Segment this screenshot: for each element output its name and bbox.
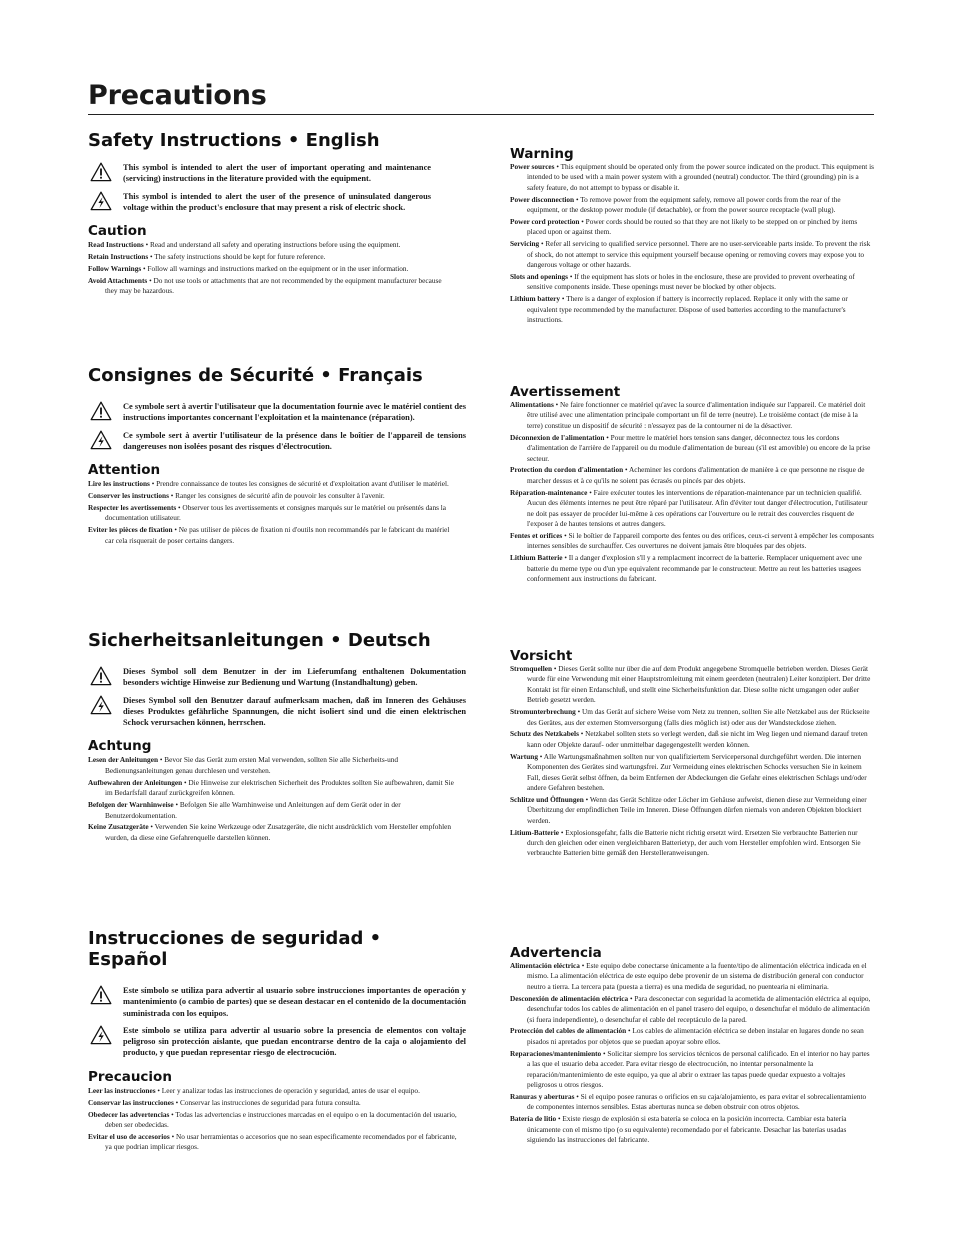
french-symbol-1 <box>88 401 466 424</box>
attention-heading: Attention <box>88 462 161 479</box>
item-text: To remove power from the equipment safely, remove all power cords from the rear of the equipment, or the desktop power module (if detachable), or from the power source receptacle (wall plug). <box>527 194 841 215</box>
item-text: Faire exécuter toutes les interventions de réparation-maintenance par un technicien qualifié. Aucun des éléments internes ne peut être réparé par l'utilisateur. Afin d'éviter tout danger d'électrocution, l'utilisateur ne doit pas essayer de procéder lui-même à ces opérations car l'ouverture ou le retrait des couvercles risquent de l'exposer à de hautes tensions et autres dangers. <box>527 487 868 528</box>
precaucion-list <box>88 1086 458 1153</box>
german-symbol-2-text: Dieses Symbol soll den Benutzer darauf aufmerksam machen, daß im Inneren des Gehäuses dieses Produktes gefährliche Spannungen, die nicht isoliert sind und die einen elektrischen Schock verursachen können, herrschen. <box>123 695 466 728</box>
english-symbol-1-text: This symbol is intended to alert the user of important operating and maintenance (servicing) instructions in the literature provided with the equipment. <box>123 163 431 184</box>
warning-list <box>510 162 874 326</box>
advertencia-heading: Advertencia <box>510 945 602 961</box>
item-term: Réparation-maintenance <box>510 487 588 497</box>
list-item: Stromunterbrechung • Um das Gerät auf sichere Weise vom Netz zu trennen, sollten Sie alle Netzkabel aus der Rückseite des Gerätes, aus der externen Stomversorgung (falls dies möglich ist) oder aus der Wandsteckdose ziehen. <box>510 707 870 727</box>
item-text: Do not use tools or attachments that are not recommended by the equipment manufacturer because they may be hazardous. <box>105 275 442 296</box>
item-text: Leer y analizar todas las instrucciones de operación y seguridad, antes de usar el equipo. <box>161 1085 420 1095</box>
item-term: Obedecer las advertencias <box>88 1109 170 1119</box>
french-avertissement-section <box>510 384 874 586</box>
item-text: Este equipo debe conectarse únicamente a la fuente/tipo de alimentación eléctrica indicada en el mismo. La alimentación eléctrica de este equipo debe provenir de un sistema de distribución general con conductor neutro a tierra. La tercera pata (puesta a tierra) es una medida de seguridad, no puentearia ni eliminaria. <box>527 961 867 991</box>
item-term: Wartung <box>510 751 538 761</box>
list-item: Servicing • Refer all servicing to qualified service personnel. There are no user-serviceable parts inside. To prevent the risk of shock, do not attempt to service this equipment yourself because opening or removing covers may expose you to dangerous voltage or other hazards. <box>510 239 871 270</box>
exclamation-triangle-icon <box>90 985 112 1005</box>
item-term: Read Instructions <box>88 240 144 250</box>
german-heading: Sicherheitsanleitungen • Deutsch <box>88 630 431 651</box>
spanish-symbol-2 <box>88 1025 466 1059</box>
item-term: Avoid Attachments <box>88 275 148 285</box>
item-text: This equipment should be operated only from the power source indicated on the product. This equipment is intended to be used with a main power system with a grounded (neutral) conductor. The third (grounding) pin is a safety feature, do not attempt to bypass or disable it. <box>527 162 874 192</box>
list-item: Alimentations • Ne faire fonctionner ce matériel qu'avec la source d'alimentation indiquée sur l'appareil. Ce matériel doit être utilisé avec une alimentation principale comportant un fil de terre (neutre). Le troisième contact (de mise à la terre) constitue un dispositif de sécurité : n'essayez pas de la contourner ni de la désactiver. <box>510 400 866 430</box>
title-rule <box>88 114 874 115</box>
list-item: Réparation-maintenance • Faire exécuter toutes les interventions de réparation-maintenance par un technicien qualifié. Aucun des éléments internes ne peut être réparé par l'utilisateur. Afin d'éviter tout danger d'électrocution, l'utilisateur ne doit pas essayer de procéder lui-même à ces opérations car l'ouverture ou le retrait des couvercles risquent de l'exposer à de hautes tensions et autres dangers. <box>510 487 868 528</box>
list-item: Read Instructions • Read and understand all safety and operating instructions before using the equipment. <box>88 240 401 250</box>
item-term: Litium-Batterie <box>510 827 560 837</box>
german-symbol-1-text: Dieses Symbol soll dem Benutzer in der im Lieferumfang enthaltenen Dokumentation besonders wichtige Hinweise zur Bedienung und Wartung (Instandhaltung) geben. <box>123 667 466 688</box>
list-item: Slots and openings • If the equipment has slots or holes in the enclosure, these are provided to prevent overheating of sensitive components inside. These openings must never be blocked by other objects. <box>510 272 855 292</box>
list-item: Déconnexion de l'alimentation • Pour mettre le matériel hors tension sans danger, déconnectez tous les cordons d'alimentation de l'arrière de l'appareil ou du module d'alimentation de bureau (s'il est amovible) ou encore de la prise secteur. <box>510 432 871 463</box>
achtung-heading: Achtung <box>88 738 152 755</box>
spanish-symbol-1-text: Este símbolo se utiliza para advertir al usuario sobre instrucciones importantes de operación y mantenimiento (o cambio de partes) que se desean destacar en el contenido de la documentación suministrada con los equipos. <box>123 986 466 1018</box>
exclamation-triangle-icon <box>90 162 112 182</box>
avertissement-heading: Avertissement <box>510 384 621 400</box>
item-text: Power cords should be routed so that they are not likely to be stepped on or pinched by items placed upon or against them. <box>527 217 858 237</box>
english-safety-section <box>88 130 466 298</box>
item-text: Um das Gerät auf sichere Weise vom Netz zu trennen, sollten Sie alle Netzkabel aus der Rückseite des Gerätes, aus der externen Stomversorgung (falls dies möglich ist) oder aus der Wandsteckdose ziehen. <box>527 707 870 727</box>
item-text: Verwenden Sie keine Werkzeuge oder Zusatzgeräte, die nicht ausdrücklich vom Hersteller empfohlen wurden, da diese eine Gefahrenquelle darstellen können. <box>105 822 451 842</box>
spanish-symbol-2-text: Este símbolo se utiliza para advertir al usuario sobre la presencia de elementos con voltaje peligroso sin protección aislante, que puedan encontrarse dentro de la caja o alojamiento del producto, y que puedan representar riesgo de electrocución. <box>123 1025 466 1058</box>
list-item: Schutz des Netzkabels • Netzkabel sollten stets so verlegt werden, daß sie nicht im Weg liegen und niemand darauf treten kann oder Objekte darauf- oder unmittelbar dagegengestellt werden können. <box>510 729 868 749</box>
avertissement-list <box>510 400 874 584</box>
item-text: Pour mettre le matériel hors tension sans danger, déconnectez tous les cordons d'alimentation de l'arrière de l'appareil ou du module d'alimentation de bureau (s'il est amovible) ou encore de la prise secteur. <box>527 432 871 463</box>
list-item: Ranuras y aberturas • Si el equipo posee ranuras o orificios en su caja/alojamiento, es para evitar el sobrecalientamiento de componentes internos sensibles. Estas aberturas nunca se deben obstruir con otros objetos. <box>510 1091 867 1112</box>
item-text: Il a danger d'explosion s'll y a remplacment incorrect de la batterie. Remplacer uniquement avec une batterie du meme type ou d'un ype equivalent recommande par le constructeur. Mettre au reut les batteries usagees conformement aux instructions du fabricant. <box>527 553 862 583</box>
list-item: Fentes et orifices • Si le boîtier de l'appareil comporte des fentes ou des orifices, ceux-ci servent à empêcher les composants internes sensibles de surchauffer. Ces ouvertures ne doivent jamais être bloquées par des objets. <box>510 530 874 551</box>
item-text: Follow all warnings and instructions marked on the equipment or in the user information. <box>147 264 409 273</box>
item-text: Los cables de alimentación eléctrica se deben instalar en lugares donde no sean pisados ni apretados por objetos que se puedan apoyar sobre ellos. <box>527 1026 864 1046</box>
list-item: Retain Instructions • The safety instructions should be kept for future reference. <box>88 252 326 262</box>
item-term: Lithium Batterie <box>510 553 563 563</box>
item-term: Fentes et orifices <box>510 530 563 540</box>
item-text: The safety instructions should be kept for future reference. <box>154 252 326 262</box>
item-text: Dieses Gerät sollte nur über die auf dem Produkt angegebene Stromquelle betrieben werden. Dieses Gerät wurde für eine Verwendung mit einer Hauptstromleitung mit einem geerdeten (neutralen) Leiter konzipiert. Der dritte Kontakt ist für einen Erdanschluß, und stellt eine Sicherheitsfunktion dar. Diese sollte nicht umgangen oder außer Betrieb gesetzt werden. <box>527 664 871 705</box>
item-term: Desconexión de alimentación eléctrica <box>510 993 629 1003</box>
item-term: Schutz des Netzkabels <box>510 729 579 739</box>
list-item: Lire les instructions • Prendre connaissance de toutes les consignes de sécurité et d'exploitation avant d'utiliser le matériel. <box>88 479 449 489</box>
list-item: Follow Warnings • Follow all warnings and instructions marked on the equipment or in the user information. <box>88 264 409 273</box>
item-text: Prendre connaissance de toutes les consignes de sécurité et d'exploitation avant d'utiliser le matériel. <box>156 479 449 489</box>
french-symbol-2 <box>88 430 466 453</box>
list-item: Eviter les pièces de fixation • Ne pas utiliser de pièces de fixation ni d'outils non recommandés par le fabricant du matériel car cela risquerait de poser certains dangers. <box>88 525 450 545</box>
item-term: Schlitze und Öffnungen <box>510 794 584 804</box>
list-item: Conservar las instrucciones • Conservar las instrucciones de seguridad para futura consulta. <box>88 1097 361 1107</box>
item-term: Leer las instrucciones <box>88 1085 156 1095</box>
item-term: Lire les instructions <box>88 479 150 489</box>
german-safety-section <box>88 630 466 845</box>
list-item: Keine Zusatzgeräte • Verwenden Sie keine Werkzeuge oder Zusatzgeräte, die nicht ausdrücklich vom Hersteller empfohlen wurden, da diese eine Gefahrenquelle darstellen können. <box>88 822 451 842</box>
item-term: Stromquellen <box>510 664 553 673</box>
vorsicht-heading: Vorsicht <box>510 648 573 664</box>
item-text: Alle Wartungsmaßnahmen sollten nur von qualifiziertem Servicepersonal durchgeführt werden. Die internen Komponenten des Gerätes sind wartungsfrei. Zur Vermeidung eines elektrischen Schocks versuchen Sie in keinem Fall, dieses Gerät selbst öffnen, da beim Entfernen der Abdeckungen die Gefahr eines elektrischen Schlags und/oder andere Gefahren bestehen. <box>527 751 867 792</box>
list-item: Wartung • Alle Wartungsmaßnahmen sollten nur von qualifiziertem Servicepersonal durchgeführt werden. Die internen Komponenten des Gerätes sind wartungsfrei. Zur Vermeidung eines elektrischen Schocks versuchen Sie in keinem Fall, dieses Gerät selbst öffnen, da beim Entfernen der Abdeckungen die Gefahr eines elektrischen Schlags und/oder andere Gefahren bestehen. <box>510 751 867 792</box>
list-item: Leer las instrucciones • Leer y analizar todas las instrucciones de operación y seguridad, antes de usar el equipo. <box>88 1085 420 1095</box>
item-text: Conservar las instrucciones de seguridad para futura consulta. <box>180 1097 361 1107</box>
list-item: Litium-Batterie • Explosionsgefahr, falls die Batterie nicht richtig ersetzt wird. Ersetzen Sie verbrauchte Batterien nur durch den gleichen oder einen vergleichbaren Batterietyp, der auch vom Hersteller empfohlen wird. Entsorgen Sie verbrauchte Batterien bitte gemäß den Herstelleranweisungen. <box>510 827 861 858</box>
achtung-list <box>88 755 458 843</box>
item-term: Conservar las instrucciones <box>88 1097 174 1107</box>
list-item: Protection du cordon d'alimentation • Acheminer les cordons d'alimentation de manière à ce que personne ne risque de marcher dessus et à ce qu'ils ne soient pas écrasés ou pincés par des objets. <box>510 465 865 485</box>
list-item: Avoid Attachments • Do not use tools or attachments that are not recommended by the equipment manufacturer because they may be hazardous. <box>88 275 442 296</box>
item-term: Power sources <box>510 162 555 171</box>
item-text: Wenn das Gerät Schlitze oder Löcher im Gehäuse aufweist, dienen diese zur Vermeidung einer Überhitzung der empfindlichen Teile im Inneren. Diese Öffnungen dürfen niemals von anderen Objekten blockiert werden. <box>527 794 867 825</box>
list-item: Lithium Batterie • Il a danger d'explosion s'll y a remplacment incorrect de la batterie. Remplacer uniquement avec une batterie du meme type ou d'un ype equivalent recommande par le constructeur. Mettre au reut les batteries usagees conformement aux instructions du fabricant. <box>510 553 862 583</box>
item-text: Existe riesgo de explosión si esta batería se coloca en la posición incorrecta. Cambiar esta batería únicamente con el mismo tipo (o su equivalente) recomendado por el fabricante. Desachar las baterías usadas siguiendo las instrucciones del fabricante. <box>527 1114 847 1144</box>
item-term: Servicing <box>510 239 540 249</box>
item-term: Ranuras y aberturas <box>510 1091 575 1101</box>
list-item: Power cord protection • Power cords should be routed so that they are not likely to be stepped on or pinched by items placed upon or against them. <box>510 217 858 237</box>
item-text: Refer all servicing to qualified service personnel. There are no user-serviceable parts inside. To prevent the risk of shock, do not attempt to service this equipment yourself because opening or removing covers may expose you to dangerous voltage or other hazards. <box>527 239 871 270</box>
list-item: Protección del cables de alimentación • Los cables de alimentación eléctrica se deben instalar en lugares donde no sean pisados ni apretados por objetos que se puedan apoyar sobre ellos. <box>510 1026 864 1046</box>
german-symbol-1 <box>88 666 466 689</box>
item-text: Si le boîtier de l'appareil comporte des fentes ou des orifices, ceux-ci servent à empêcher les composants internes sensibles de surchauffer. Ces ouvertures ne doivent jamais être bloquées par des objets. <box>527 530 874 551</box>
list-item: Respecter les avertissements • Observer tous les avertissements et consignes marqués sur le matériel ou présentés dans la documentation utilisateur. <box>88 503 447 523</box>
item-term: Respecter les avertissements <box>88 503 177 512</box>
item-text: No usar herramientas o accesorios que no sean especificamente recomendados por el fabricante, ya que podrian implicar riesgos. <box>105 1131 457 1152</box>
precaucion-heading: Precaucion <box>88 1068 172 1085</box>
item-text: There is a danger of explosion if battery is incorrectly replaced. Replace it only with the same or equivalent type recommended by the manufacturer. Dispose of used batteries according to the manufacturer's instructions. <box>527 294 848 325</box>
exclamation-triangle-icon <box>90 666 112 686</box>
german-symbol-2 <box>88 695 466 729</box>
item-text: Read and understand all safety and operating instructions before using the equipment. <box>149 240 401 250</box>
list-item: Conserver les instructions • Ranger les consignes de sécurité afin de pouvoir les consulter à l'avenir. <box>88 491 385 501</box>
item-text: Ne faire fonctionner ce matériel qu'avec la source d'alimentation indiquée sur l'appareil. Ce matériel doit être utilisé avec une alimentation principale comportant un fil de terre (neutre). Le troisième contact (de mise à la terre) constitue un dispositif de sécurité : n'essayez pas de la contourner ni de la désactiver. <box>527 400 866 430</box>
item-text: Befolgen Sie alle Warnhinweise und Anleitungen auf dem Gerät oder in der Benutzerdokumentation. <box>105 800 401 820</box>
item-term: Evitar el uso de accesorios <box>88 1131 170 1141</box>
item-term: Conserver les instructions <box>88 491 169 501</box>
item-term: Lesen der Anleitungen <box>88 755 159 765</box>
lightning-triangle-icon <box>90 1025 112 1045</box>
lightning-triangle-icon <box>90 695 112 715</box>
caution-heading: Caution <box>88 223 147 240</box>
list-item: Lithium battery • There is a danger of explosion if battery is incorrectly replaced. Replace it only with the same or equivalent type recommended by the manufacturer. Dispose of used batteries according to the manufacturer's instructions. <box>510 294 848 325</box>
list-item: Lesen der Anleitungen • Bevor Sie das Gerät zum ersten Mal verwenden, sollten Sie alle Sicherheits-und Bedienungsanleitungen genau durchlesen und verstehen. <box>88 755 399 775</box>
item-term: Slots and openings <box>510 272 568 282</box>
list-item: Stromquellen • Dieses Gerät sollte nur über die auf dem Produkt angegebene Stromquelle betrieben werden. Dieses Gerät wurde für eine Verwendung mit einer Hauptstromleitung mit einem geerdeten (neutralen) Leiter konzipiert. Der dritte Kontakt ist für einen Erdanschluß, und stellt eine Sicherheitsfunktion dar. Diese sollte nicht umgangen oder außer Betrieb gesetzt werden. <box>510 664 871 705</box>
french-symbol-2-text: Ce symbole sert à avertir l'utilisateur de la présence dans le boîtier de l'appareil de tensions dangereuses non isolées posant des risques d'électrocution. <box>123 430 466 451</box>
spanish-advertencia-section <box>510 945 874 1147</box>
item-text: Explosionsgefahr, falls die Batterie nicht richtig ersetzt wird. Ersetzen Sie verbrauchte Batterien nur durch den gleichen oder einen vergleichbaren Batterietyp, der auch vom Hersteller empfohlen wird. Entsorgen Sie verbrauchte Batterien bitte gemäß den Herstelleranweisungen. <box>527 827 861 858</box>
list-item: Schlitze und Öffnungen • Wenn das Gerät Schlitze oder Löcher im Gehäuse aufweist, dienen diese zur Vermeidung einer Überhitzung der empfindlichen Teile im Inneren. Diese Öffnungen dürfen niemals von anderen Objekten blockiert werden. <box>510 794 867 825</box>
page-title: Precautions <box>88 80 267 111</box>
advertencia-list <box>510 961 874 1145</box>
english-symbol-1 <box>88 162 431 185</box>
warning-heading: Warning <box>510 146 574 162</box>
item-term: Follow Warnings <box>88 264 142 273</box>
german-vorsicht-section <box>510 648 874 860</box>
lightning-triangle-icon <box>90 191 112 211</box>
attention-list <box>88 479 458 546</box>
item-term: Power cord protection <box>510 217 580 227</box>
item-term: Keine Zusatzgeräte <box>88 822 149 832</box>
item-term: Eviter les pièces de fixation <box>88 525 173 535</box>
item-term: Protección del cables de alimentación <box>510 1026 627 1036</box>
list-item: Desconexión de alimentación eléctrica • Para desconectar con seguridad la acometida de alimentación eléctrica al equipo, desenchufar todos los cables de alimentación en el panel trasero del equipo, o desenchufar el módulo de alimentación (si fuera independiente), o desenchufar el cable del receptáculo de la pared. <box>510 993 871 1024</box>
english-symbol-2 <box>88 191 431 214</box>
spanish-symbol-1 <box>88 985 466 1019</box>
item-text: Netzkabel sollten stets so verlegt werden, daß sie nicht im Weg liegen und niemand darauf treten kann oder Objekte darauf- oder unmittelbar dagegengestellt werden können. <box>527 729 868 749</box>
item-text: Si el equipo posee ranuras o orificios en su caja/alojamiento, es para evitar el sobrecalientamiento de componentes internos sensibles. Estas aberturas nunca se deben obstruir con otros objetos. <box>527 1091 867 1112</box>
spanish-safety-section <box>88 928 466 1154</box>
list-item: Obedecer las advertencias • Todas las advertencias e instrucciones marcadas en el equipo o en la documentación del usuario, deben ser obedecidas. <box>88 1109 457 1129</box>
list-item: Batería de litio • Existe riesgo de explosión si esta batería se coloca en la posición incorrecta. Cambiar esta batería únicamente con el mismo tipo (o su equivalente) recomendado por el fabricante. Desachar las baterías usadas siguiendo las instrucciones del fabricante. <box>510 1114 847 1144</box>
vorsicht-list <box>510 664 874 859</box>
item-text: Observer tous les avertissements et consignes marqués sur le matériel ou présentés dans la documentation utilisateur. <box>105 503 447 523</box>
item-term: Befolgen der Warnhinweise <box>88 800 174 810</box>
french-safety-section <box>88 365 466 548</box>
list-item: Evitar el uso de accesorios • No usar herramientas o accesorios que no sean especificamente recomendados por el fabricante, ya que podrian implicar riesgos. <box>88 1131 457 1152</box>
item-term: Reparaciones/mantenimiento <box>510 1048 602 1058</box>
item-term: Aufbewahren der Anleitungen <box>88 777 183 787</box>
item-term: Protection du cordon d'alimentation <box>510 465 624 475</box>
item-text: Ne pas utiliser de pièces de fixation ni d'outils non recommandés par le fabricant du matériel car cela risquerait de poser certains dangers. <box>105 525 450 545</box>
english-symbol-2-text: This symbol is intended to alert the user of the presence of uninsulated dangerous voltage within the product's enclosure that may present a risk of electric shock. <box>123 191 431 212</box>
item-term: Batería de litio <box>510 1114 557 1124</box>
item-text: Solicitar siempre los servicios técnicos de personal calificado. En el interior no hay partes a las que el usuario deba acceder. Para evitar riesgo de electrocución, no intentar personalmente la reparación/mantenimiento de este equipo, ya que al abrir o extraer las tapas puede quedar expuesto a voltajes peligrosos u otros riesgos. <box>527 1048 870 1089</box>
french-symbol-1-text: Ce symbole sert à avertir l'utilisateur que la documentation fournie avec le matériel contient des instructions importantes concernant l'exploitation et la maintenance (réparation). <box>123 402 467 423</box>
french-heading: Consignes de Sécurité • Français <box>88 365 423 386</box>
item-text: Todas las advertencias e instrucciones marcadas en el equipo o en la documentación del usuario, deben ser obedecidas. <box>105 1109 457 1129</box>
list-item: Aufbewahren der Anleitungen • Die Hinweise zur elektrischen Sicherheit des Produktes sollten Sie aufbewahren, damit Sie im Bedarfsfall darauf zurückgreifen können. <box>88 777 454 798</box>
item-term: Lithium battery <box>510 294 561 304</box>
list-item: Power sources • This equipment should be operated only from the power source indicated on the product. This equipment is intended to be used with a main power system with a grounded (neutral) conductor. The third (grounding) pin is a safety feature, do not attempt to bypass or disable it. <box>510 162 874 192</box>
english-warning-section <box>510 146 874 327</box>
list-item: Reparaciones/mantenimiento • Solicitar siempre los servicios técnicos de personal calificado. En el interior no hay partes a las que el usuario deba acceder. Para evitar riesgo de electrocución, no intentar personalmente la reparación/mantenimiento de este equipo, ya que al abrir o extraer las tapas puede quedar expuesto a voltajes peligrosos u otros riesgos. <box>510 1048 870 1089</box>
item-term: Retain Instructions <box>88 252 149 262</box>
list-item: Befolgen der Warnhinweise • Befolgen Sie alle Warnhinweise und Anleitungen auf dem Gerät oder in der Benutzerdokumentation. <box>88 800 401 820</box>
item-text: Die Hinweise zur elektrischen Sicherheit des Produktes sollten Sie aufbewahren, damit Sie im Bedarfsfall darauf zurückgreifen können. <box>105 777 454 798</box>
item-text: Ranger les consignes de sécurité afin de pouvoir les consulter à l'avenir. <box>175 491 385 501</box>
spanish-heading: Instrucciones de seguridad • Español <box>88 928 382 970</box>
item-term: Power disconnection <box>510 194 575 204</box>
lightning-triangle-icon <box>90 430 112 450</box>
list-item: Alimentación eléctrica • Este equipo debe conectarse únicamente a la fuente/tipo de alimentación eléctrica indicada en el mismo. La alimentación eléctrica de este equipo debe provenir de un sistema de distribución general con conductor neutro a tierra. La tercera pata (puesta a tierra) es una medida de seguridad, no puentearia ni eliminaria. <box>510 961 867 991</box>
exclamation-triangle-icon <box>90 401 112 421</box>
item-text: Para desconectar con seguridad la acometida de alimentación eléctrica al equipo, desenchufar todos los cables de alimentación en el panel trasero del equipo, o desenchufar el módulo de alimentación (si fuera independiente), o desenchufar el cable del receptáculo de la pared. <box>527 993 871 1024</box>
english-heading: Safety Instructions • English <box>88 130 380 151</box>
item-text: Bevor Sie das Gerät zum ersten Mal verwenden, sollten Sie alle Sicherheits-und Bedienungsanleitungen genau durchlesen und verstehen. <box>105 755 399 775</box>
item-text: Acheminer les cordons d'alimentation de manière à ce que personne ne risque de marcher dessus et à ce qu'ils ne soient pas écrasés ou pincés par des objets. <box>527 465 865 485</box>
item-text: If the equipment has slots or holes in the enclosure, these are provided to prevent overheating of sensitive components inside. These openings must never be blocked by other objects. <box>527 272 855 292</box>
caution-list <box>88 240 448 297</box>
item-term: Alimentations <box>510 400 554 409</box>
item-term: Alimentación eléctrica <box>510 961 580 970</box>
list-item: Power disconnection • To remove power from the equipment safely, remove all power cords from the rear of the equipment, or the desktop power module (if detachable), or from the power source receptacle (wall plug). <box>510 194 841 215</box>
item-term: Stromunterbrechung <box>510 707 576 717</box>
item-term: Déconnexion de l'alimentation <box>510 432 605 442</box>
